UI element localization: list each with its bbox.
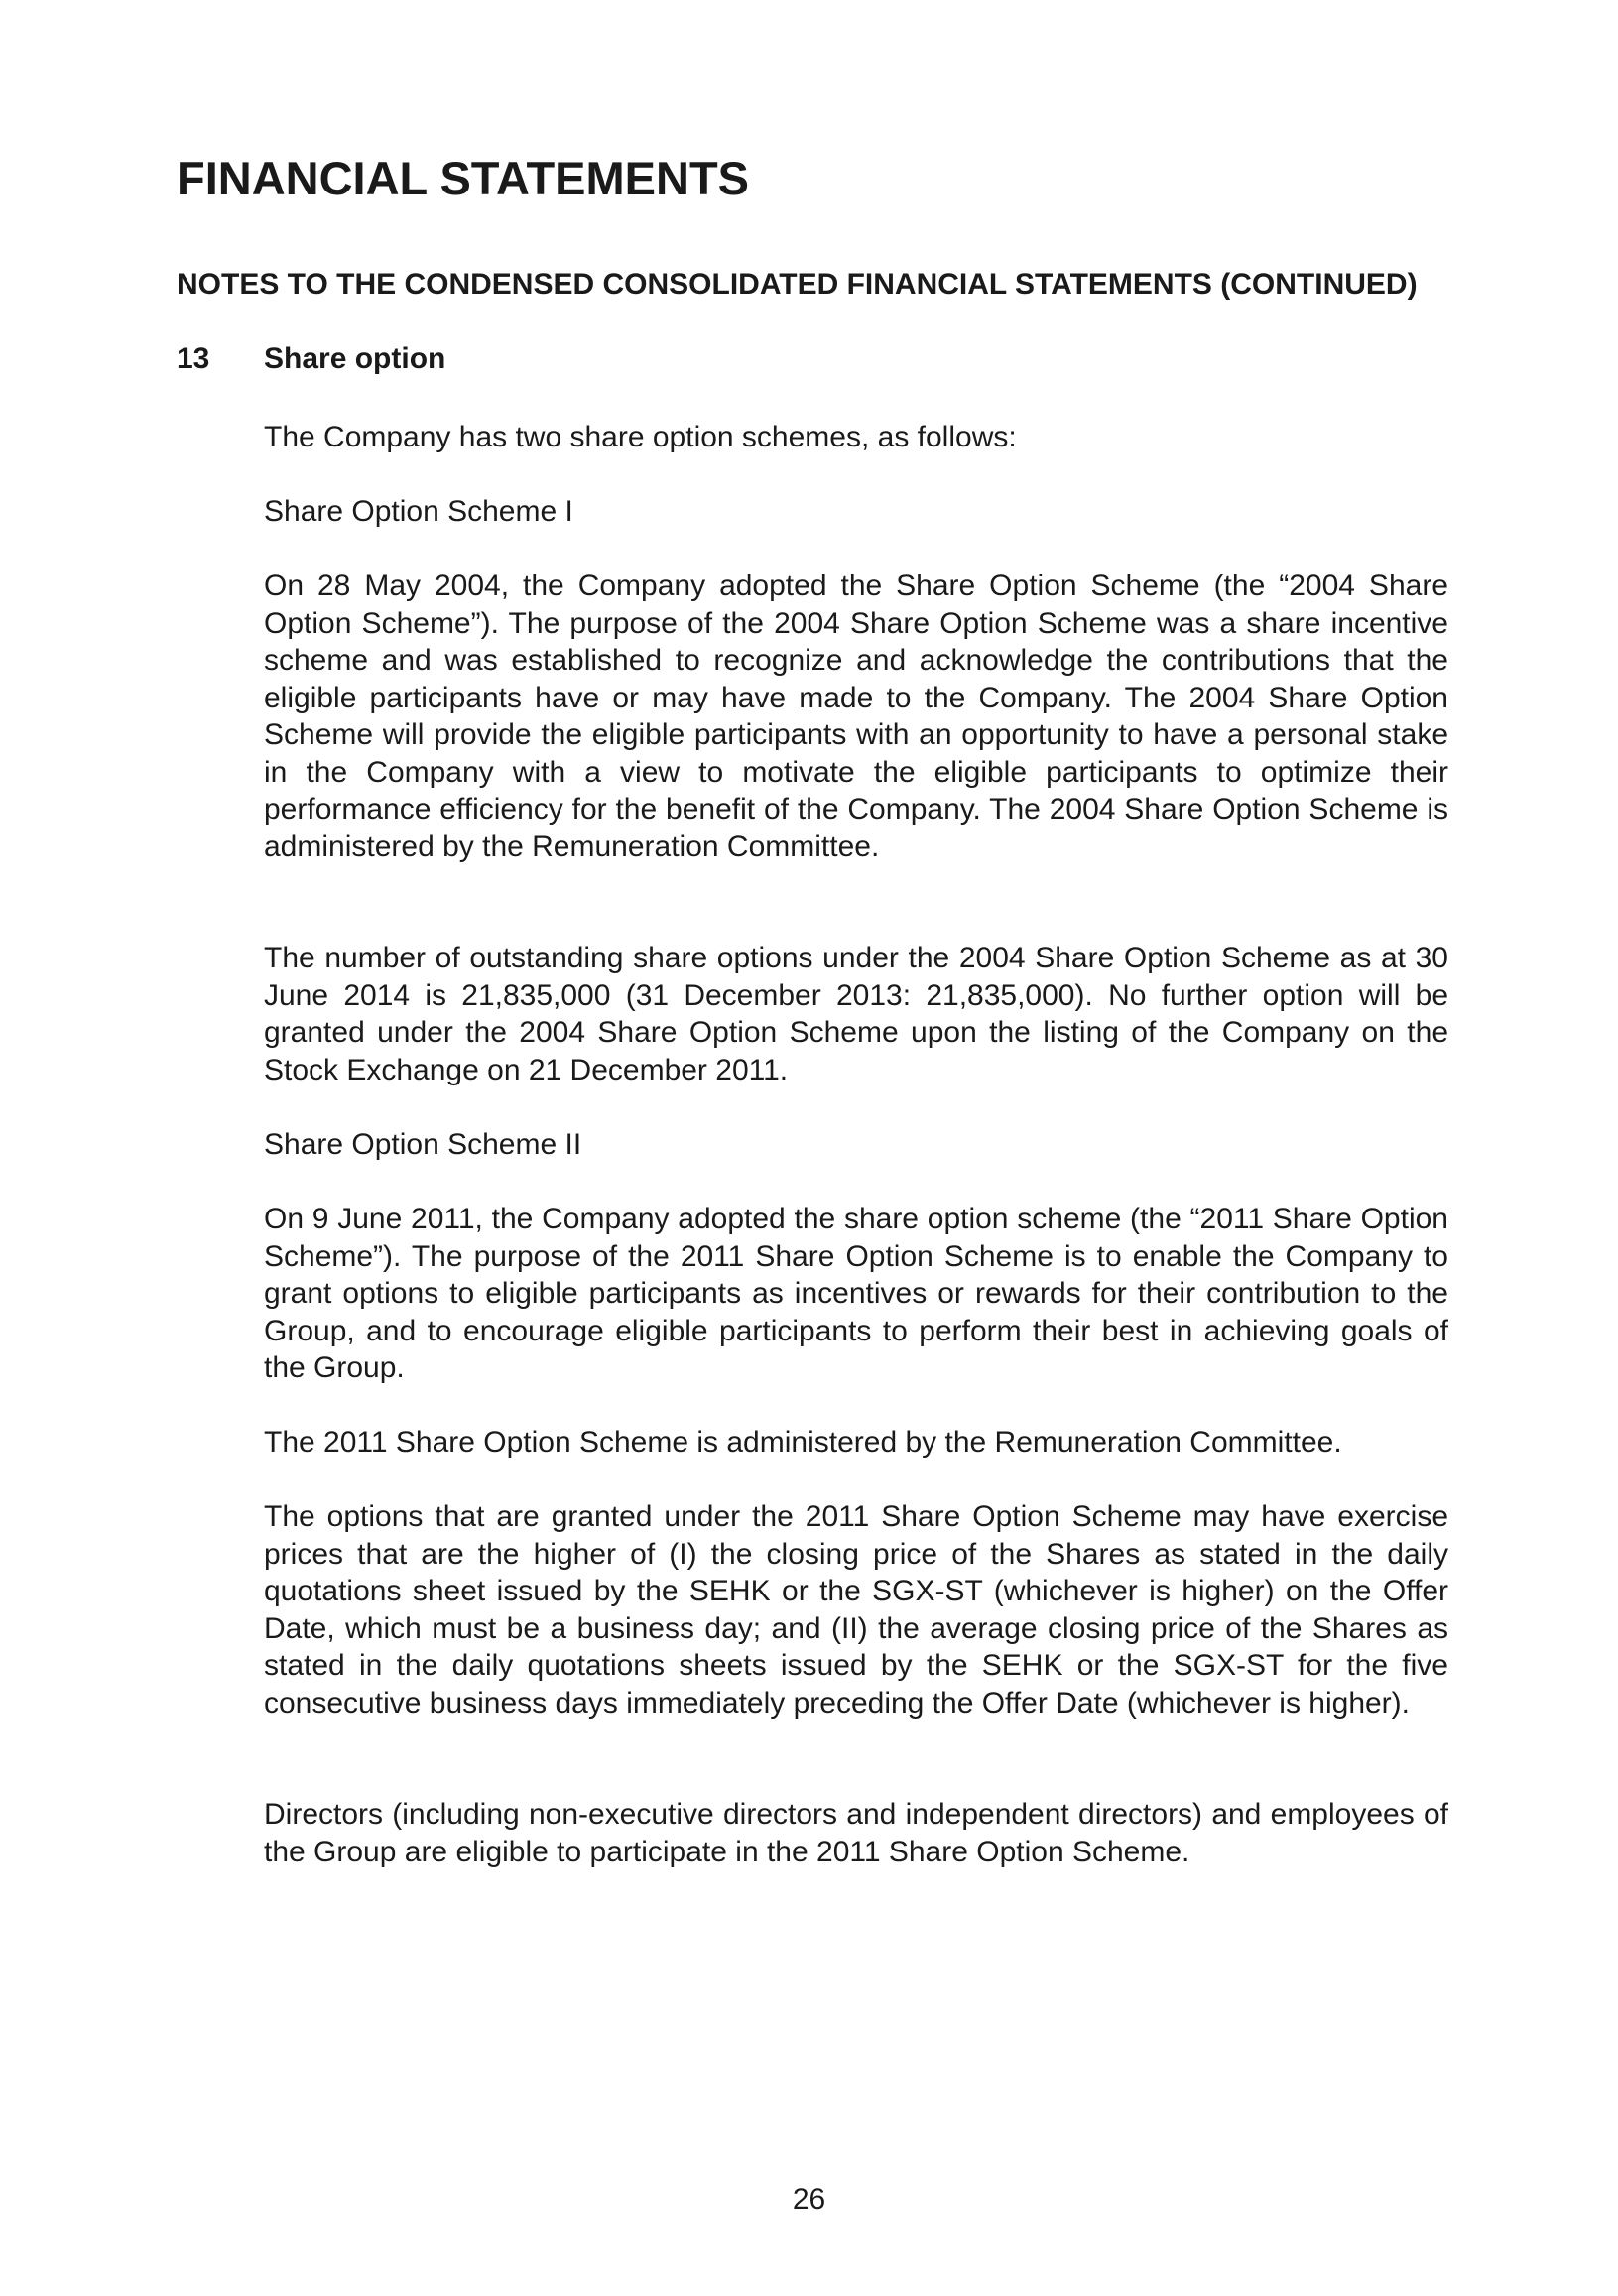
scheme-two-heading: Share Option Scheme II — [264, 1128, 582, 1161]
note-number: 13 — [177, 342, 210, 375]
page-title: FINANCIAL STATEMENTS — [177, 152, 750, 204]
scheme-one-outstanding-paragraph: The number of outstanding share options under the 2004 Share Option Scheme as at 30 June 2014 is 21,835,000 (31 December 2013: 21,835,000). No further option will be granted under the 2004 Share Option Scheme upon the listing of the Company on the Stock Exchange on 21 December 2011. — [264, 942, 1448, 1086]
note-title: Share option — [264, 342, 446, 375]
exercise-price-paragraph: The options that are granted under the 2011 Share Option Scheme may have exercise prices that are the higher of (I) the closing price of the Shares as stated in the daily quotations sheet issued by the SEHK or the SGX-ST (whichever is higher) on the Offer Date, which must be a business day; and (II) the average closing price of the Shares as stated in the daily quotations sheets issued by the SEHK or the SGX-ST for the five consecutive business days immediately preceding the Offer Date (whichever is higher). — [264, 1500, 1448, 1720]
page-number: 26 — [792, 2183, 826, 2216]
scheme-one-adoption-paragraph: On 28 May 2004, the Company adopted the Share Option Scheme (the “2004 Share Option Scheme”). The purpose of the 2004 Share Option Scheme was a share incentive scheme and was established to recognize and acknowledge the contributions that the eligible participants have or may have made to the Company. The 2004 Share Option Scheme will provide the eligible participants with an opportunity to have a personal stake in the Company with a view to motivate the eligible participants to optimize their performance efficiency for the benefit of the Company. The 2004 Share Option Scheme is administered by the Remuneration Committee. — [264, 570, 1448, 863]
intro-paragraph: The Company has two share option schemes, as follows: — [264, 421, 1017, 453]
section-header: NOTES TO THE CONDENSED CONSOLIDATED FINANCIAL STATEMENTS (CONTINUED) — [177, 268, 1418, 301]
scheme-two-adoption-paragraph: On 9 June 2011, the Company adopted the share option scheme (the “2011 Share Option Scheme”). The purpose of the 2011 Share Option Scheme is to enable the Company to grant options to eligible participants as incentives or rewards for their contribution to the Group, and to encourage eligible participants to perform their best in achieving goals of the Group. — [264, 1203, 1448, 1384]
scheme-two-administration-paragraph: The 2011 Share Option Scheme is administered by the Remuneration Committee. — [264, 1426, 1342, 1459]
eligibility-paragraph: Directors (including non-executive directors and independent directors) and employees of the Group are eligible to participate in the 2011 Share Option Scheme. — [264, 1798, 1448, 1868]
scheme-one-heading: Share Option Scheme I — [264, 495, 573, 528]
